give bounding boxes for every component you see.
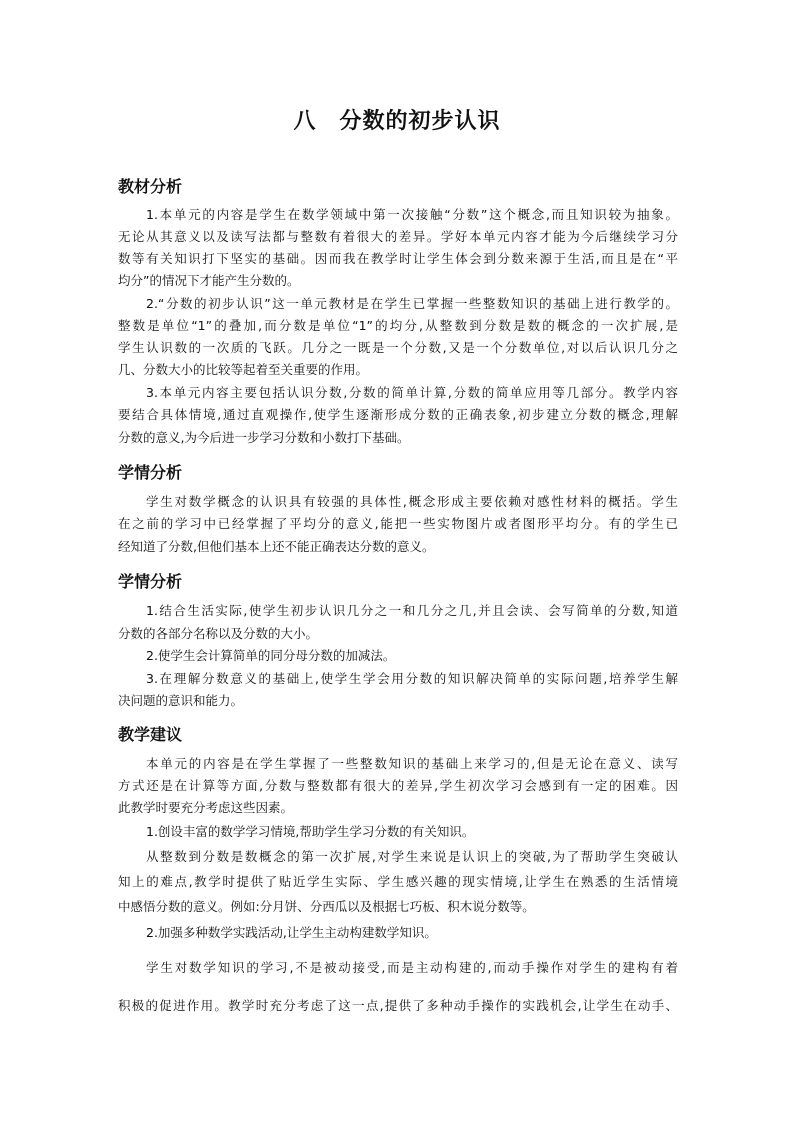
paragraph-line: 学生对数学概念的认识具有较强的具体性,概念形成主要依赖对感性材料的概括。学生 xyxy=(146,494,678,509)
paragraph-line: 学生认识数的一次质的飞跃。几分之一既是一个分数,又是一个分数单位,对以后认识几分之 xyxy=(118,340,678,355)
paragraph-line: 分数的各部分名称以及分数的大小。 xyxy=(118,626,319,641)
paragraph-line: 从整数到分数是数概念的第一次扩展,对学生来说是认识上的突破,为了帮助学生突破认 xyxy=(146,849,678,864)
paragraph-line: 均分”的情况下才能产生分数的。 xyxy=(118,273,300,288)
paragraph-line: 3.在理解分数意义的基础上,使学生学会用分数的知识解决简单的实际问题,培养学生解 xyxy=(146,671,678,686)
paragraph-line: 1.结合生活实际,使学生初步认识几分之一和几分之几,并且会读、会写简单的分数,知道 xyxy=(146,603,678,618)
paragraph-line: 在之前的学习中已经掌握了平均分的意义,能把一些实物图片或者图形平均分。有的学生已 xyxy=(118,516,678,531)
section-heading-material-analysis: 教材分析 xyxy=(118,177,183,196)
section-heading-learning-goals: 学情分析 xyxy=(118,572,183,591)
paragraph-line: 方式还是在计算等方面,分数与整数都有很大的差异,学生初次学习会感到有一定的困难。因 xyxy=(118,778,678,793)
paragraph-line: 本单元的内容是在学生掌握了一些整数知识的基础上来学习的,但是无论在意义、读写 xyxy=(146,756,678,771)
paragraph-line: 整数是单位“1”的叠加,而分数是单位“1”的均分,从整数到分数是数的概念的一次扩展,是 xyxy=(118,318,678,333)
paragraph-line: 1.创设丰富的数学学习情境,帮助学生学习分数的有关知识。 xyxy=(146,824,475,839)
paragraph-line: 积极的促进作用。教学时充分考虑了这一点,提供了多种动手操作的实践机会,让学生在动手、 xyxy=(118,998,678,1013)
paragraph-line: 分数的意义,为今后进一步学习分数和小数打下基础。 xyxy=(118,430,410,445)
paragraph-line: 1.本单元的内容是学生在数学领域中第一次接触“分数”这个概念,而且知识较为抽象。 xyxy=(146,207,678,222)
paragraph-line: 要结合具体情境,通过直观操作,使学生逐渐形成分数的正确表象,初步建立分数的概念,理解 xyxy=(118,407,678,422)
paragraph-line: 2.使学生会计算简单的同分母分数的加减法。 xyxy=(146,648,396,663)
page-title: 八 分数的初步认识 xyxy=(293,108,501,134)
paragraph-line: 中感悟分数的意义。例如:分月饼、分西瓜以及根据七巧板、积木说分数等。 xyxy=(118,899,535,914)
section-heading-teaching-suggestions: 教学建议 xyxy=(118,725,183,744)
paragraph-line: 2.加强多种数学实践活动,让学生主动构建数学知识。 xyxy=(146,925,437,940)
paragraph-line: 知上的难点,教学时提供了贴近学生实际、学生感兴趣的现实情境,让学生在熟悉的生活情境 xyxy=(118,874,678,889)
paragraph-line: 学生对数学知识的学习,不是被动接受,而是主动构建的,而动手操作对学生的建构有着 xyxy=(146,960,678,975)
paragraph-line: 2.“分数的初步认识”这一单元教材是在学生已掌握一些整数知识的基础上进行教学的。 xyxy=(146,296,678,311)
paragraph-line: 3.本单元内容主要包括认识分数,分数的简单计算,分数的简单应用等几部分。教学内容 xyxy=(146,385,678,400)
paragraph-line: 无论从其意义以及读写法都与整数有着很大的差异。学好本单元内容才能为今后继续学习分 xyxy=(118,229,678,244)
paragraph-line: 几、分数大小的比较等起着至关重要的作用。 xyxy=(118,362,369,377)
paragraph-line: 此教学时要充分考虑这些因素。 xyxy=(118,800,294,815)
paragraph-line: 数等有关知识打下坚实的基础。因而我在教学时让学生体会到分数来源于生活,而且是在“平 xyxy=(118,251,678,266)
paragraph-line: 经知道了分数,但他们基本上还不能正确表达分数的意义。 xyxy=(118,539,435,554)
paragraph-line: 决问题的意识和能力。 xyxy=(118,693,244,708)
section-heading-student-analysis: 学情分析 xyxy=(118,463,183,482)
